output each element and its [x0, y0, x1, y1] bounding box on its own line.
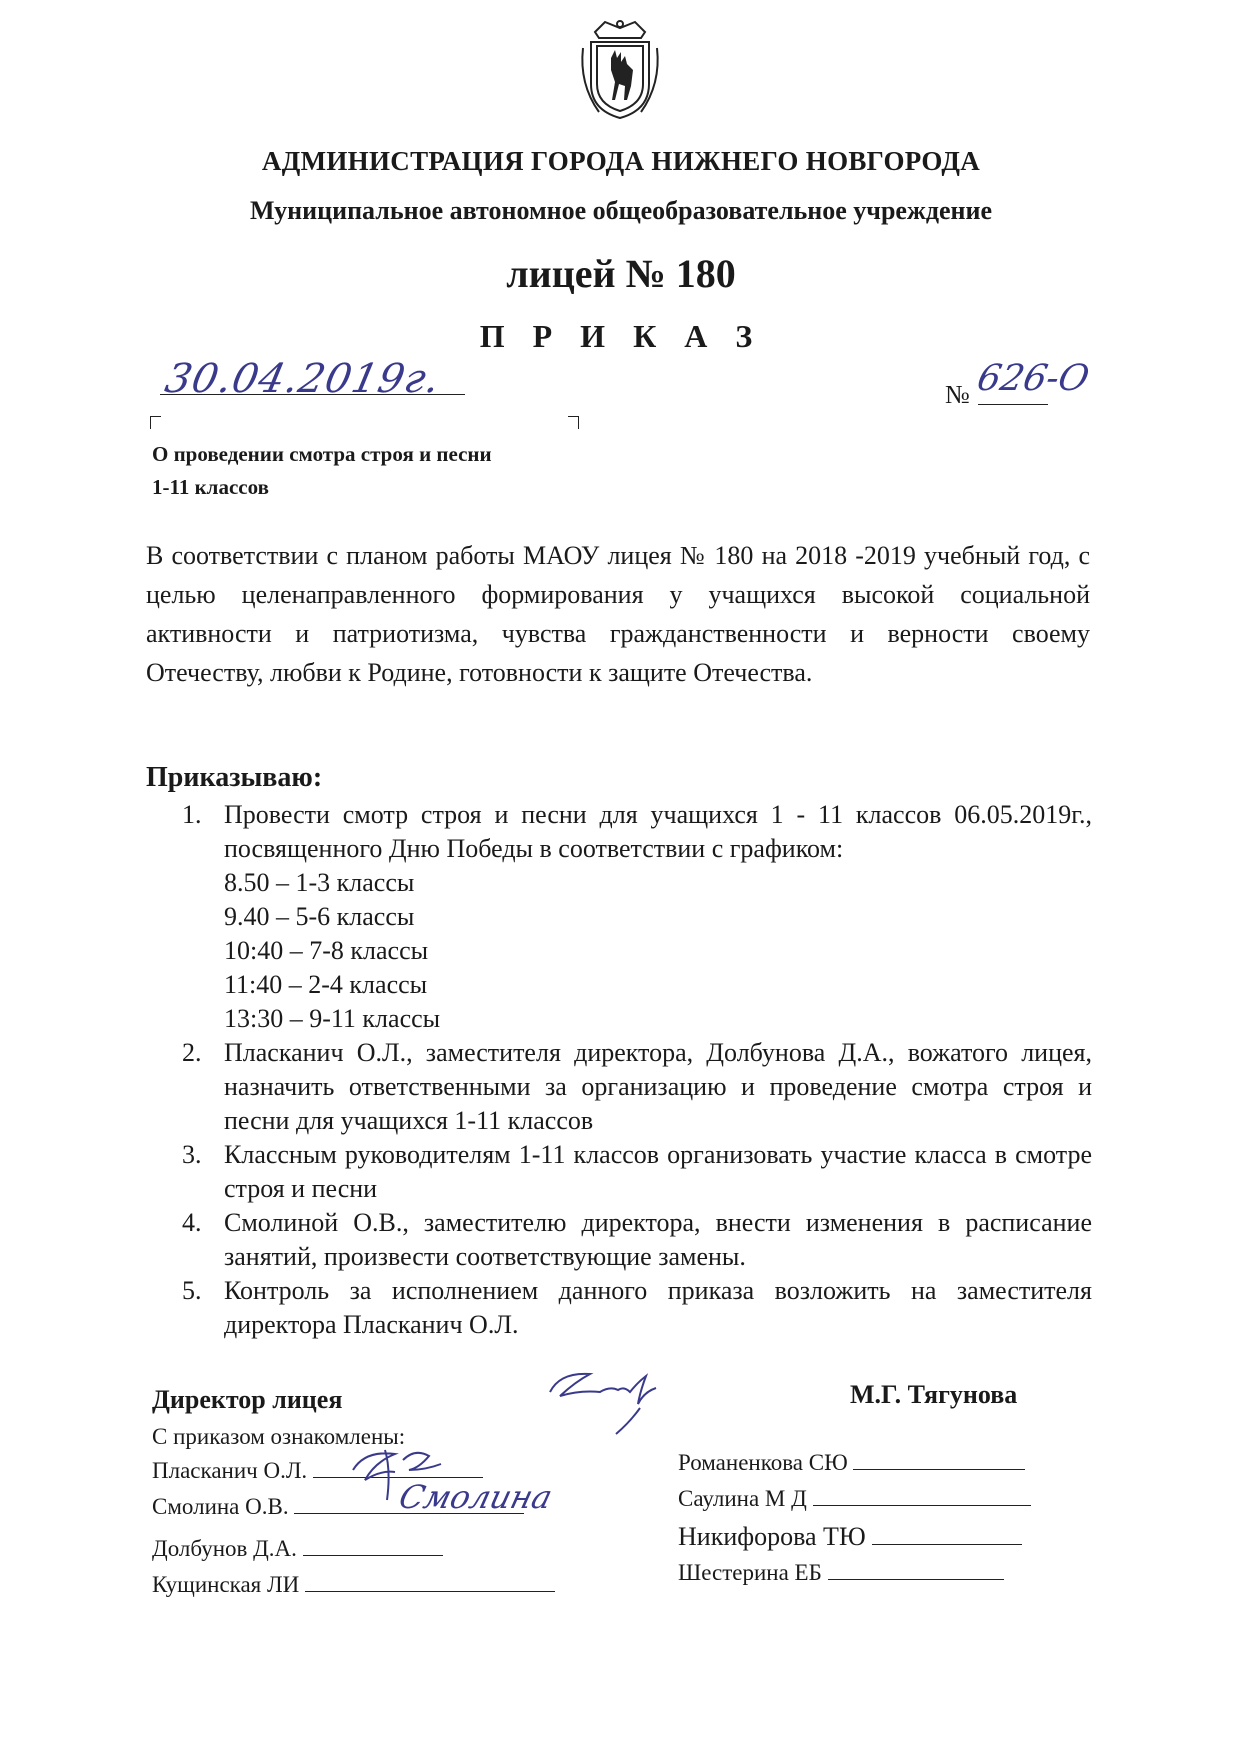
signature-line	[872, 1543, 1022, 1545]
order-item	[182, 1036, 1092, 1138]
schedule-entry: 8.50 – 1-3 классы	[224, 868, 415, 897]
order-item-number: 2.	[182, 1038, 202, 1067]
subject-line-2: 1-11 классов	[152, 475, 269, 499]
acknowledgement-heading: С приказом ознакомлены:	[152, 1424, 406, 1449]
order-item	[182, 1206, 1092, 1274]
administration-title: АДМИНИСТРАЦИЯ ГОРОДА НИЖНЕГО НОВГОРОДА	[261, 146, 981, 176]
schedule-entry: 11:40 – 2-4 классы	[224, 970, 428, 999]
order-number: 626-О	[973, 358, 1093, 399]
ack-name: Смолина О.В.	[152, 1494, 289, 1519]
ack-row-left	[152, 1572, 555, 1598]
order-subject	[152, 438, 492, 504]
order-item-text: Контроль за исполнением данного приказа возложить на заместителя директора Пласканич О.Л.	[224, 1276, 1092, 1339]
date-underline	[160, 394, 465, 395]
signature-line	[303, 1554, 443, 1556]
signature-line	[813, 1504, 1031, 1506]
order-item-text: Провести смотр строя и песни для учащихся 1 - 11 классов 06.05.2019г., посвященного Дню Победы в соответствии с графиком:	[224, 800, 1092, 863]
order-item-number: 1.	[182, 800, 202, 829]
signature-line	[305, 1590, 555, 1592]
order-date: 30.04.2019г.	[161, 356, 445, 402]
order-item	[182, 1138, 1092, 1206]
order-item-number: 5.	[182, 1276, 202, 1305]
director-signature-icon	[520, 1352, 700, 1442]
ack-name: Никифорова ТЮ	[678, 1522, 866, 1551]
order-items-list	[182, 798, 1092, 1342]
smolina-handwritten-signature: Смолина	[395, 1478, 557, 1516]
order-item-text: Классным руководителям 1-11 классов организовать участие класса в смотре строя и песни	[224, 1140, 1092, 1203]
order-item-number: 3.	[182, 1140, 202, 1169]
order-item-number: 4.	[182, 1208, 202, 1237]
schedule-entry: 9.40 – 5-6 классы	[224, 902, 415, 931]
subject-line-1: О проведении смотра строя и песни	[152, 442, 492, 466]
schedule-entry: 13:30 – 9-11 классы	[224, 1004, 441, 1033]
subject-bracket-right	[568, 416, 579, 429]
ack-name: Саулина М Д	[678, 1486, 807, 1511]
preamble-paragraph: В соответствии с планом работы МАОУ лицея № 180 на 2018 -2019 учебный год, с целью целенаправленного формирования у учащихся высокой социальной активности и патриотизма, чувства гражданственности и верности своему Отечеству, любви к Родине, готовности к защите Отечества.	[146, 541, 1090, 687]
ack-name: Пласканич О.Л.	[152, 1458, 308, 1483]
ack-row-right	[678, 1450, 1025, 1476]
lyceum-title: лицей № 180	[506, 251, 736, 296]
director-title: Директор лицея	[152, 1385, 343, 1414]
ack-row-right	[678, 1522, 1022, 1552]
director-name: М.Г. Тягунова	[850, 1380, 1018, 1409]
ack-name: Кущинская ЛИ	[152, 1572, 300, 1597]
institution-title: Муниципальное автономное общеобразовательное учреждение	[249, 196, 993, 225]
signature-line	[853, 1468, 1025, 1470]
order-heading: Приказываю:	[146, 762, 323, 793]
schedule-list	[224, 866, 1092, 1036]
order-number-label: №	[945, 380, 970, 409]
number-underline	[978, 404, 1048, 405]
document-type-title: П Р И К А З	[479, 318, 763, 354]
schedule-entry: 10:40 – 7-8 классы	[224, 936, 429, 965]
ack-name: Романенкова СЮ	[678, 1450, 848, 1475]
order-item-text: Пласканич О.Л., заместителя директора, Долбунова Д.А., вожатого лицея, назначить ответственными за организацию и проведение смотра строя и песни для учащихся 1-11 классов	[224, 1038, 1092, 1135]
coat-of-arms-icon	[575, 14, 665, 124]
signature-line	[828, 1578, 1004, 1580]
ack-name: Шестерина ЕБ	[678, 1560, 822, 1585]
subject-bracket-left	[150, 416, 161, 429]
ack-row-right	[678, 1560, 1004, 1586]
order-item	[182, 798, 1092, 1036]
ack-row-left	[152, 1536, 443, 1562]
order-item	[182, 1274, 1092, 1342]
ack-row-right	[678, 1486, 1031, 1512]
order-item-text: Смолиной О.В., заместителю директора, внести изменения в расписание занятий, произвести соответствующие замены.	[224, 1208, 1092, 1271]
ack-name: Долбунов Д.А.	[152, 1536, 297, 1561]
